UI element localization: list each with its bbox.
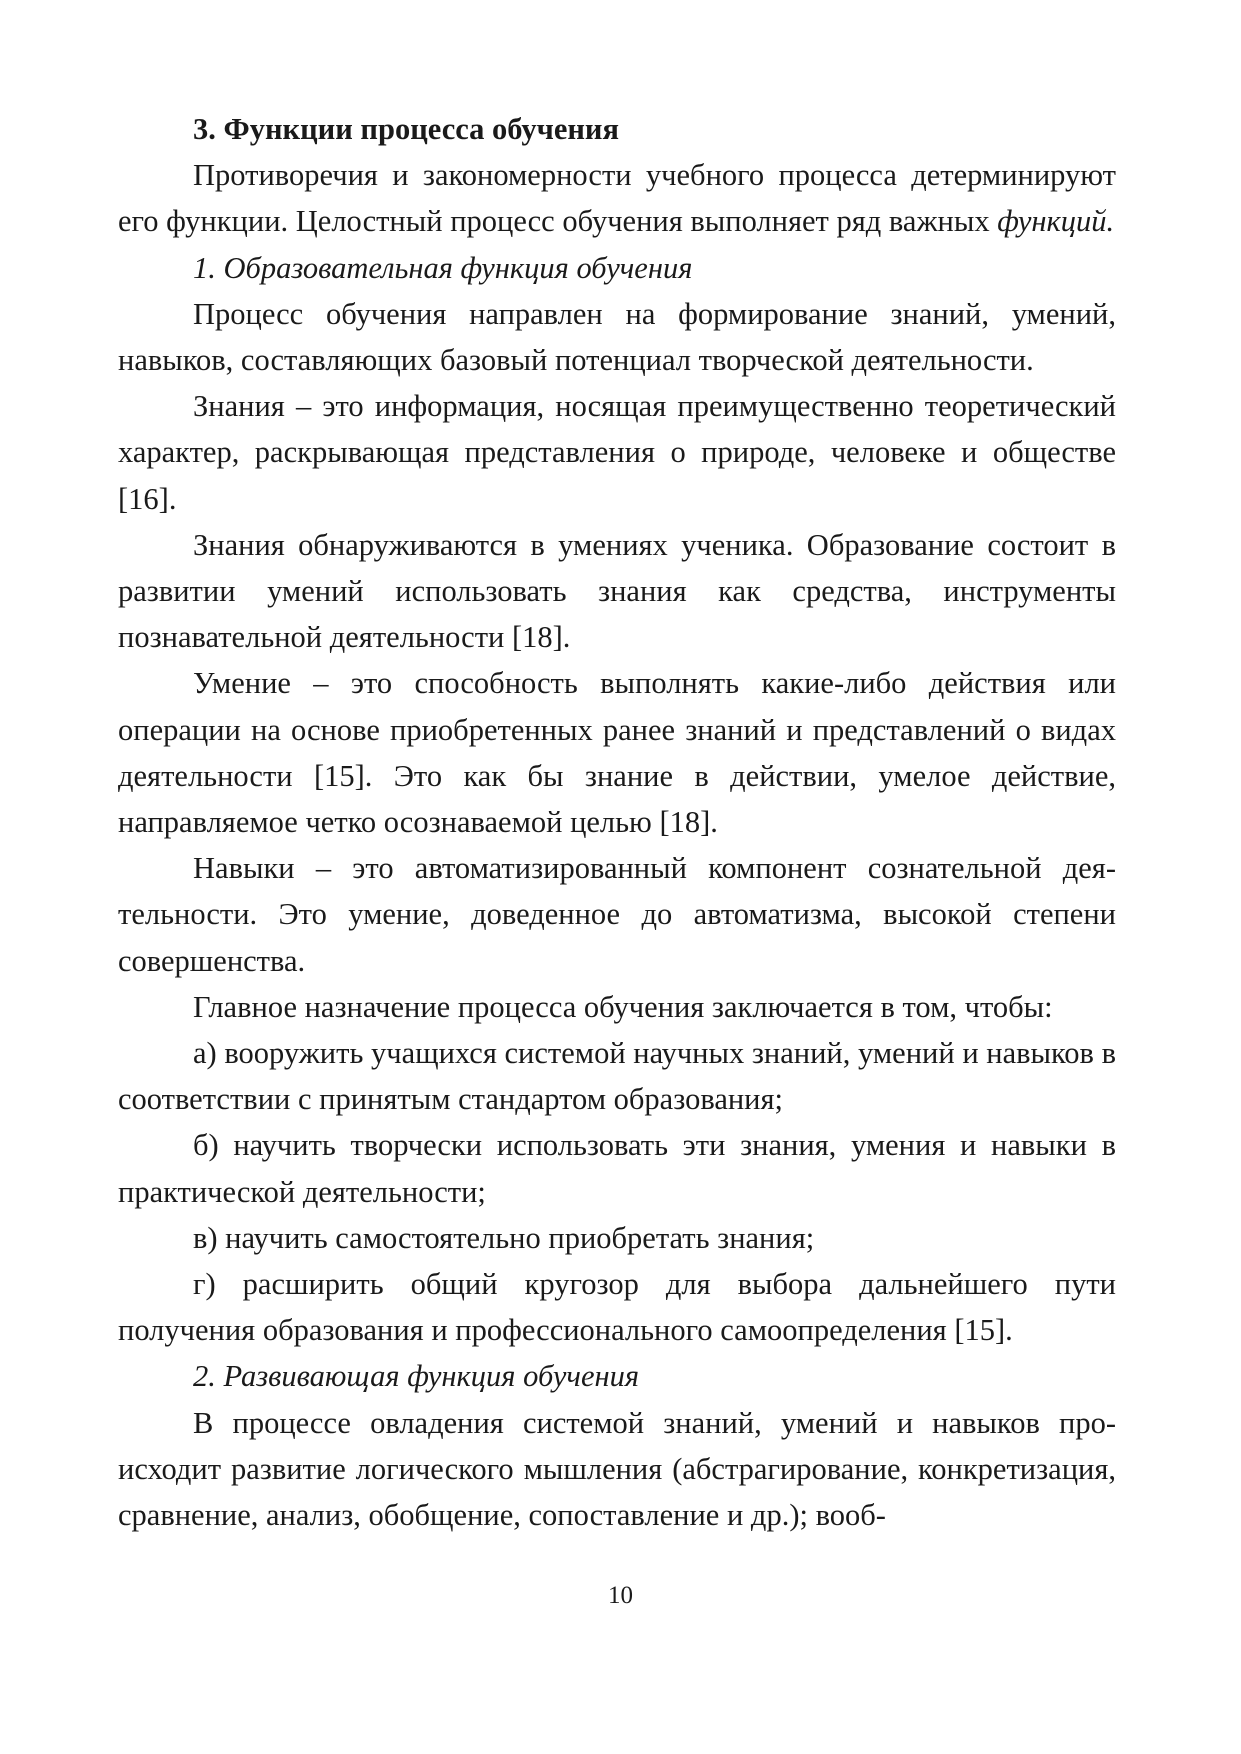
page-number: 10 bbox=[608, 1582, 633, 1609]
page-content bbox=[118, 106, 1116, 1538]
list-item: в) научить самостоятельно приобретать знания; bbox=[193, 1220, 815, 1255]
intro-text: Противоречия и закономерности учебного процесса детерминируют его функции. Целостный процесс обучения выполняет ряд важных bbox=[118, 158, 1116, 239]
paragraph: Процесс обучения направлен на формирование знаний, умений, навыков, составляющих базовый потенциал творческой деятельности. bbox=[118, 296, 1116, 378]
paragraph: В процессе овладения системой знаний, умений и навыков происходит развитие логического мышления (абстрагирование, конкретизация, сравнение, анализ, обобщение, сопоставление и др.); вооб- bbox=[118, 1405, 1116, 1533]
section-heading: 3. Функции процесса обучения bbox=[193, 112, 620, 146]
paragraph: Знания обнаруживаются в умениях ученика. Образование состоит в развитии умений использовать знания как средства, инструменты познавательной деятельности [18]. bbox=[118, 527, 1116, 655]
paragraph: Знания – это информация, носящая преимущественно теоретический характер, раскрывающая представления о природе, человеке и обществе [16]. bbox=[118, 389, 1116, 516]
intro-paragraph bbox=[118, 152, 1116, 244]
list-item: г) расширить общий кругозор для выбора дальнейшего пути получения образования и профессионального самоопределения [15]. bbox=[118, 1267, 1116, 1348]
paragraph: Умение – это способность выполнять какие-либо действия или операции на основе приобретенных ранее знаний и представлений о видах деятельности [15]. Это как бы знание в действии, умелое действие, направляемое четко осознаваемой целью [18]. bbox=[118, 666, 1116, 840]
paragraph: Навыки – это автоматизированный компонент сознательной деятельности. Это умение, доведенное до автоматизма, высокой степени совершенства. bbox=[118, 851, 1116, 978]
function2-title: 2. Развивающая функция обучения bbox=[193, 1359, 640, 1394]
list-item: а) вооружить учащихся системой научных знаний, умений и навыков в соответствии с принятым стандартом образования; bbox=[118, 1036, 1116, 1117]
function1-title: 1. Образовательная функция обучения bbox=[193, 250, 693, 285]
list-item: б) научить творчески использовать эти знания, умения и навыки в практической деятельности; bbox=[118, 1128, 1116, 1209]
paragraph: Главное назначение процесса обучения заключается в том, чтобы: bbox=[193, 989, 1053, 1024]
intro-emphasis: функций. bbox=[997, 204, 1115, 239]
